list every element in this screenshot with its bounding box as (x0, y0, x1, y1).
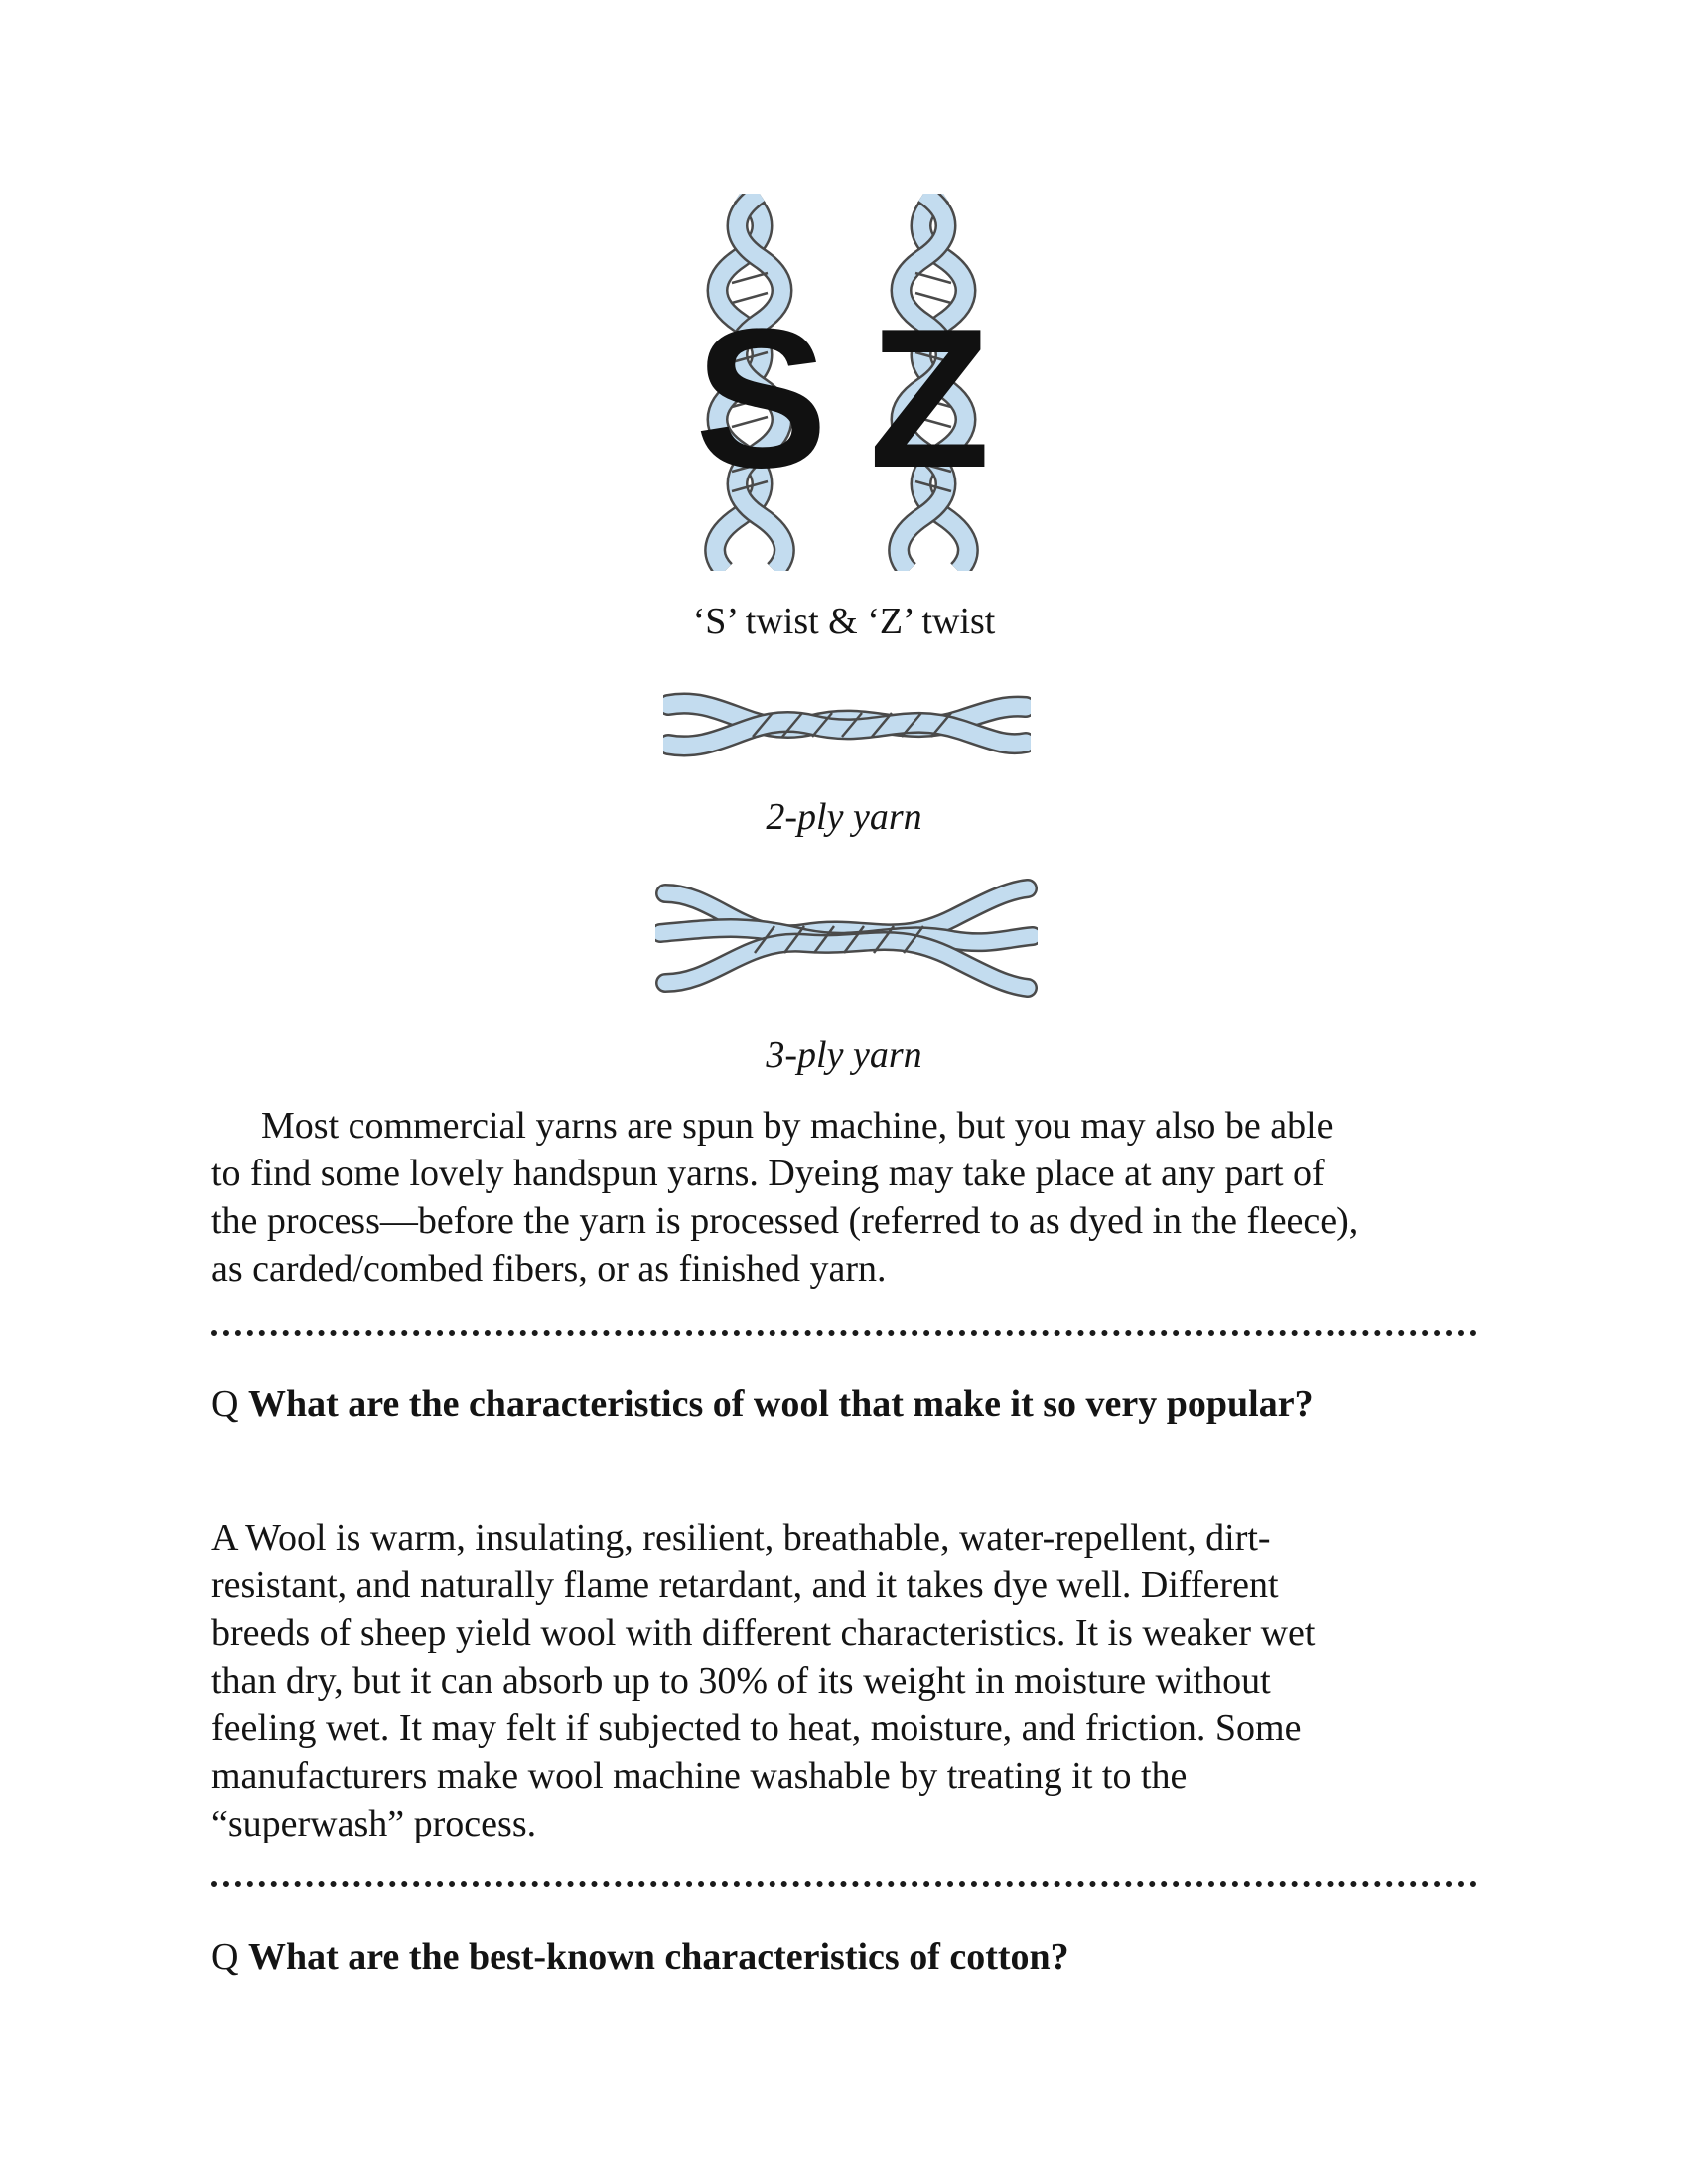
question-cotton-text: What are the best-known characteristics of cotton? (247, 1936, 1069, 1978)
question-wool (211, 1380, 1502, 1428)
s-z-twist-illustration (675, 194, 1013, 571)
two-ply-caption: 2-ply yarn (766, 796, 922, 838)
twist-caption: ‘S’ twist & ‘Z’ twist (692, 601, 996, 642)
answer-wool (211, 1514, 1502, 1847)
three-ply-caption: 3-ply yarn (766, 1034, 922, 1076)
question-marker-2: Q (211, 1936, 239, 1978)
question-cotton (211, 1933, 1502, 1980)
answer-marker: A (211, 1517, 237, 1559)
two-ply-yarn-illustration (663, 685, 1031, 764)
three-ply-yarn-illustration (655, 879, 1038, 998)
section-divider-1 (211, 1330, 1477, 1336)
z-twist-letter: Z (869, 288, 991, 509)
section-divider-2 (211, 1881, 1477, 1887)
question-wool-text: What are the characteristics of wool that make it so very popular? (247, 1383, 1314, 1425)
s-twist-letter: S (695, 288, 828, 509)
intro-paragraph: Most commercial yarns are spun by machine, but you may also be able to find some lovely handspun yarns. Dyeing may take place at any part of the process—before the yarn is processed (referred to as dyed in the fleece), as carded/combed fibers, or as finished yarn. (211, 1105, 1359, 1290)
answer-wool-text: Wool is warm, insulating, resilient, breathable, water-repellent, dirt- resistant, and naturally flame retardant, and it takes dye well. Different breeds of sheep yield wool with different characteristics. It is weaker wet than dry, but it can absorb up to 30% of its weight in moisture without feeling wet. It may felt if subjected to heat, moisture, and friction. Some manufacturers make wool machine washable by treating it to the “superwash” process. (211, 1517, 1316, 1844)
question-marker: Q (211, 1383, 239, 1425)
